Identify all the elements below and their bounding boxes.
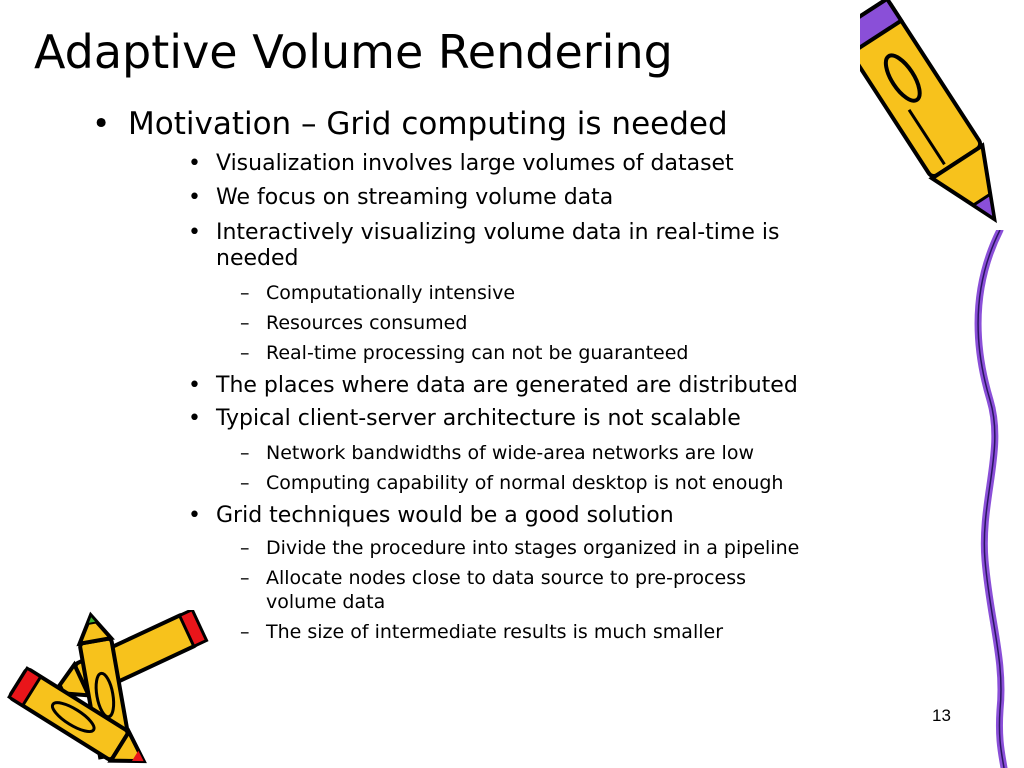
bullet-level1 xyxy=(92,104,728,144)
bullet-text-continued: needed xyxy=(216,246,299,271)
bullet-text: Resources consumed xyxy=(266,312,468,334)
bullet-level2: • Visualization involves large volumes of dataset xyxy=(188,151,734,176)
bullet-level3: – Computing capability of normal desktop is not enough xyxy=(240,472,784,494)
page-number: 13 xyxy=(932,706,951,725)
pencil-icon-top-right xyxy=(860,0,1010,245)
slide-title: Adaptive Volume Rendering xyxy=(34,25,673,79)
bullet-level3: – Divide the procedure into stages organized in a pipeline xyxy=(240,537,800,559)
bullet-text: Divide the procedure into stages organized in a pipeline xyxy=(266,537,800,559)
bullet-level3: – The size of intermediate results is much smaller xyxy=(240,621,724,643)
bullet-level3: – Network bandwidths of wide-area networks are low xyxy=(240,442,754,464)
bullet-level3: – Real-time processing can not be guaranteed xyxy=(240,342,689,364)
bullet-text: Network bandwidths of wide-area networks are low xyxy=(266,442,754,464)
bullet-text-continued: volume data xyxy=(266,591,386,613)
bullet-level3: – Allocate nodes close to data source to pre-process volume data xyxy=(240,567,746,613)
bullet-text: We focus on streaming volume data xyxy=(216,185,614,210)
bullet-text: Typical client-server architecture is not scalable xyxy=(216,406,741,431)
bullet-text: Real-time processing can not be guaranteed xyxy=(266,342,689,364)
bullet-symbol: • xyxy=(92,106,111,142)
bullet-text: Computationally intensive xyxy=(266,282,516,304)
pencils-icon-bottom-left xyxy=(0,610,215,768)
bullet-level2: • Grid techniques would be a good solution xyxy=(188,503,674,528)
bullet-text: Motivation – Grid computing is needed xyxy=(128,106,728,142)
bullet-text: Allocate nodes close to data source to pre-process xyxy=(266,567,746,589)
bullet-level2: • Interactively visualizing volume data in real-time is needed xyxy=(188,220,780,271)
bullet-text: The places where data are generated are distributed xyxy=(216,373,798,398)
bullet-text: Visualization involves large volumes of dataset xyxy=(216,151,734,176)
bullet-text: Grid techniques would be a good solution xyxy=(216,503,674,528)
bullet-level2: • Typical client-server architecture is not scalable xyxy=(188,406,741,431)
bullet-level2: • The places where data are generated are distributed xyxy=(188,373,798,398)
bullet-level3: – Computationally intensive xyxy=(240,282,516,304)
bullet-level2: • We focus on streaming volume data xyxy=(188,185,614,210)
bullet-level3: – Resources consumed xyxy=(240,312,468,334)
squiggle-line xyxy=(960,230,1024,768)
bullet-text: The size of intermediate results is much smaller xyxy=(266,621,724,643)
bullet-text: Interactively visualizing volume data in real-time is xyxy=(216,220,780,245)
bullet-text: Computing capability of normal desktop is not enough xyxy=(266,472,784,494)
